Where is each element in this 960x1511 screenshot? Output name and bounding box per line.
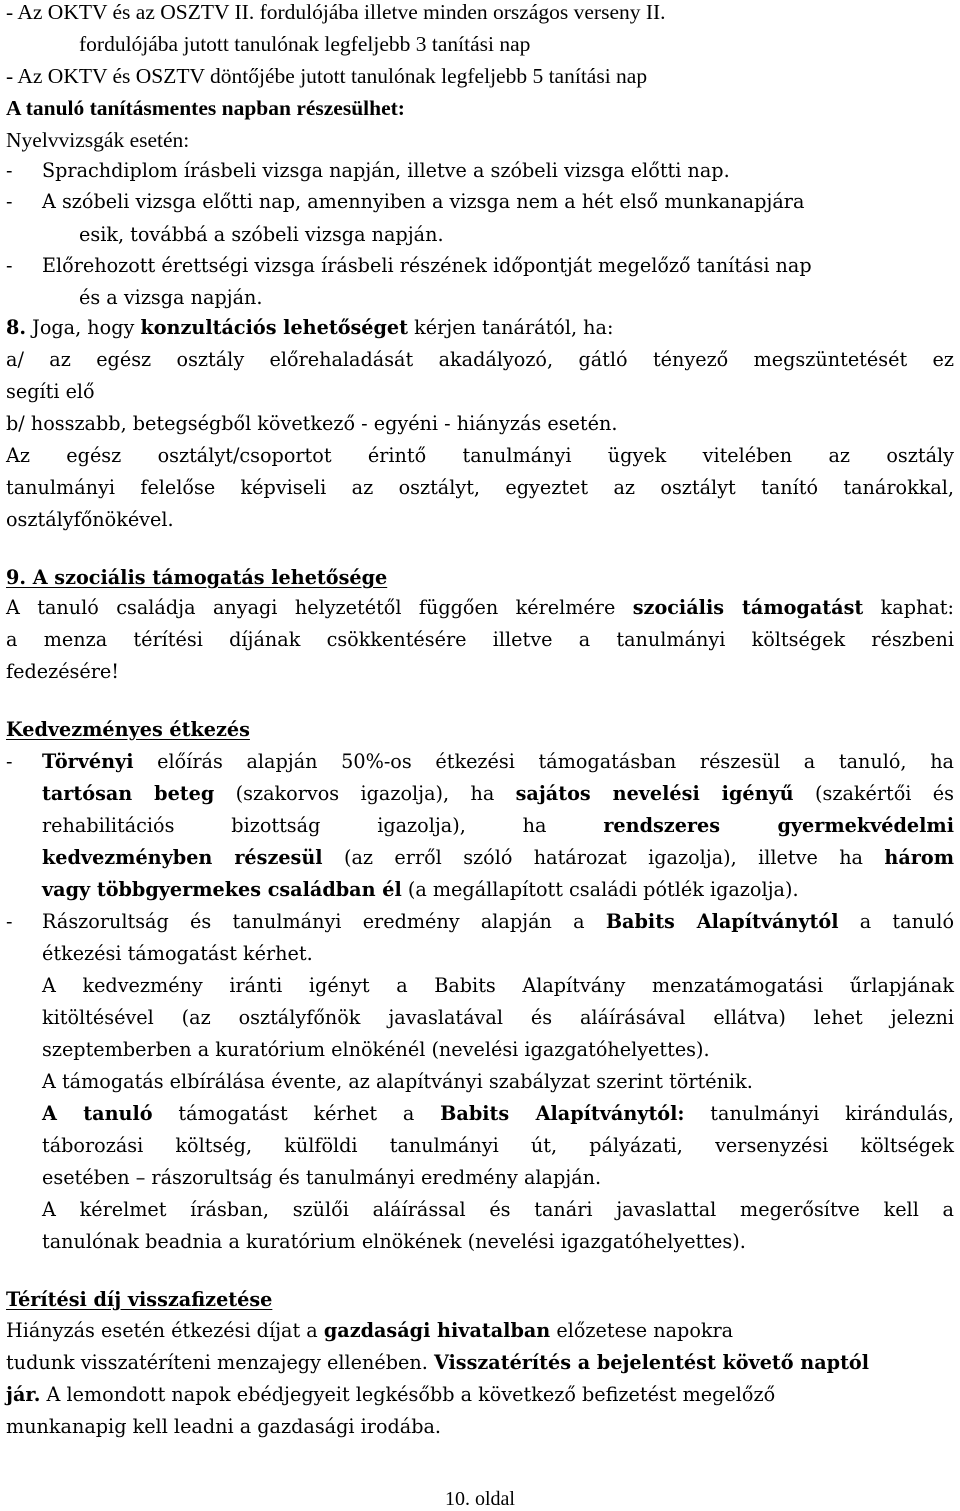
list-item-continued: étkezési támogatást kérhet. <box>42 942 313 965</box>
text-line: A tanuló családja anyagi helyzetétől függően kérelmére szociális támogatást kaphat: <box>6 596 954 619</box>
text-line: fordulójába jutott tanulónak legfeljebb 3 tanítási nap <box>79 32 531 56</box>
bullet-dash: - <box>6 190 13 213</box>
text-line: tanulmányi felelőse képviseli az osztályt, egyeztet az osztályt tanító tanárokkal, <box>6 476 954 499</box>
section-8-line: 8. Joga, hogy konzultációs lehetőséget kérjen tanárától, ha: <box>6 316 614 339</box>
text-line: a menza térítési díjának csökkentésére illetve a tanulmányi költségek részbeni <box>6 628 954 651</box>
list-item-continued: esetében – rászorultság és tanulmányi eredmény alapján. <box>42 1166 602 1189</box>
list-item-continued: vagy többgyermekes családban él (a megállapított családi pótlék igazolja). <box>42 878 799 901</box>
list-item: Sprachdiplom írásbeli vizsga napján, illetve a szóbeli vizsga előtti nap. <box>42 159 730 182</box>
kedvezmenyes-etkezes-heading: Kedvezményes étkezés <box>6 718 250 741</box>
list-item: Előrehozott érettségi vizsga írásbeli részének időpontját megelőző tanítási nap <box>42 254 812 277</box>
list-item-continued: A kedvezmény iránti igényt a Babits Alapítvány menzatámogatási űrlapjának <box>42 974 954 997</box>
text-line: Hiányzás esetén étkezési díjat a gazdasági hivatalban előzetese napokra <box>6 1319 734 1342</box>
list-item-continued: tanulónak beadnia a kuratórium elnökének (nevelési igazgatóhelyettes). <box>42 1230 746 1253</box>
list-item-continued: A tanuló támogatást kérhet a Babits Alapítványtól: tanulmányi kirándulás, <box>42 1102 954 1125</box>
list-item-continued: kedvezményben részesül (az erről szóló határozat igazolja), illetve ha három <box>42 846 954 869</box>
text-line: Az egész osztályt/csoportot érintő tanulmányi ügyek vitelében az osztály <box>6 444 954 467</box>
teritesi-dij-heading: Térítési díj visszafizetése <box>6 1288 273 1311</box>
text-line: tudunk visszatéríteni menzajegy ellenében. Visszatérítés a bejelentést követő naptól <box>6 1351 870 1374</box>
text-line: munkanapig kell leadni a gazdasági irodába. <box>6 1415 442 1438</box>
list-item-continued: rehabilitációs bizottság igazolja), ha rendszeres gyermekvédelmi <box>42 814 954 837</box>
section-subheading: A tanuló tanításmentes napban részesülhet: <box>6 96 405 120</box>
text-line: b/ hosszabb, betegségből következő - egyéni - hiányzás esetén. <box>6 412 618 435</box>
bullet-dash: - <box>6 910 13 933</box>
list-item-continued: esik, továbbá a szóbeli vizsga napján. <box>79 223 444 246</box>
list-item-continued: szeptemberben a kuratórium elnökénél (nevelési igazgatóhelyettes). <box>42 1038 710 1061</box>
section-9-heading: 9. A szociális támogatás lehetősége <box>6 566 388 589</box>
bullet-dash: - <box>6 254 13 277</box>
list-item: Törvényi előírás alapján 50%-os étkezési támogatásban részesül a tanuló, ha <box>42 750 954 773</box>
list-item-continued: A kérelmet írásban, szülői aláírással és tanári javaslattal megerősítve kell a <box>42 1198 954 1221</box>
list-item-continued: kitöltésével (az osztályfőnök javaslatával és aláírásával ellátva) lehet jelezni <box>42 1006 954 1029</box>
list-item-continued: táborozási költség, külföldi tanulmányi út, pályázati, versenyzési költségek <box>42 1134 954 1157</box>
text-line: osztályfőnökével. <box>6 508 174 531</box>
text-line: fedezésére! <box>6 660 119 683</box>
text-line: segíti elő <box>6 380 95 403</box>
list-item-continued: és a vizsga napján. <box>79 286 263 309</box>
page-number: 10. oldal <box>445 1488 515 1510</box>
list-item: A szóbeli vizsga előtti nap, amennyiben a vizsga nem a hét első munkanapjára <box>42 190 805 213</box>
list-item: Rászorultság és tanulmányi eredmény alapján a Babits Alapítványtól a tanuló <box>42 910 954 933</box>
text-line: a/ az egész osztály előrehaladását akadályozó, gátló tényező megszüntetését ez <box>6 348 954 371</box>
bullet-dash: - <box>6 159 13 182</box>
text-line: - Az OKTV és az OSZTV II. fordulójába illetve minden országos verseny II. <box>6 0 666 24</box>
text-line: jár. A lemondott napok ebédjegyeit legkésőbb a következő befizetést megelőző <box>6 1383 776 1406</box>
section-number: 8. <box>6 316 27 339</box>
text-line: - Az OKTV és OSZTV döntőjébe jutott tanulónak legfeljebb 5 tanítási nap <box>6 64 648 88</box>
bullet-dash: - <box>6 750 13 773</box>
text-line: Nyelvvizsgák esetén: <box>6 128 190 152</box>
list-item-continued: A támogatás elbírálása évente, az alapítványi szabályzat szerint történik. <box>42 1070 753 1093</box>
list-item-continued: tartósan beteg (szakorvos igazolja), ha sajátos nevelési igényű (szakértői és <box>42 782 954 805</box>
